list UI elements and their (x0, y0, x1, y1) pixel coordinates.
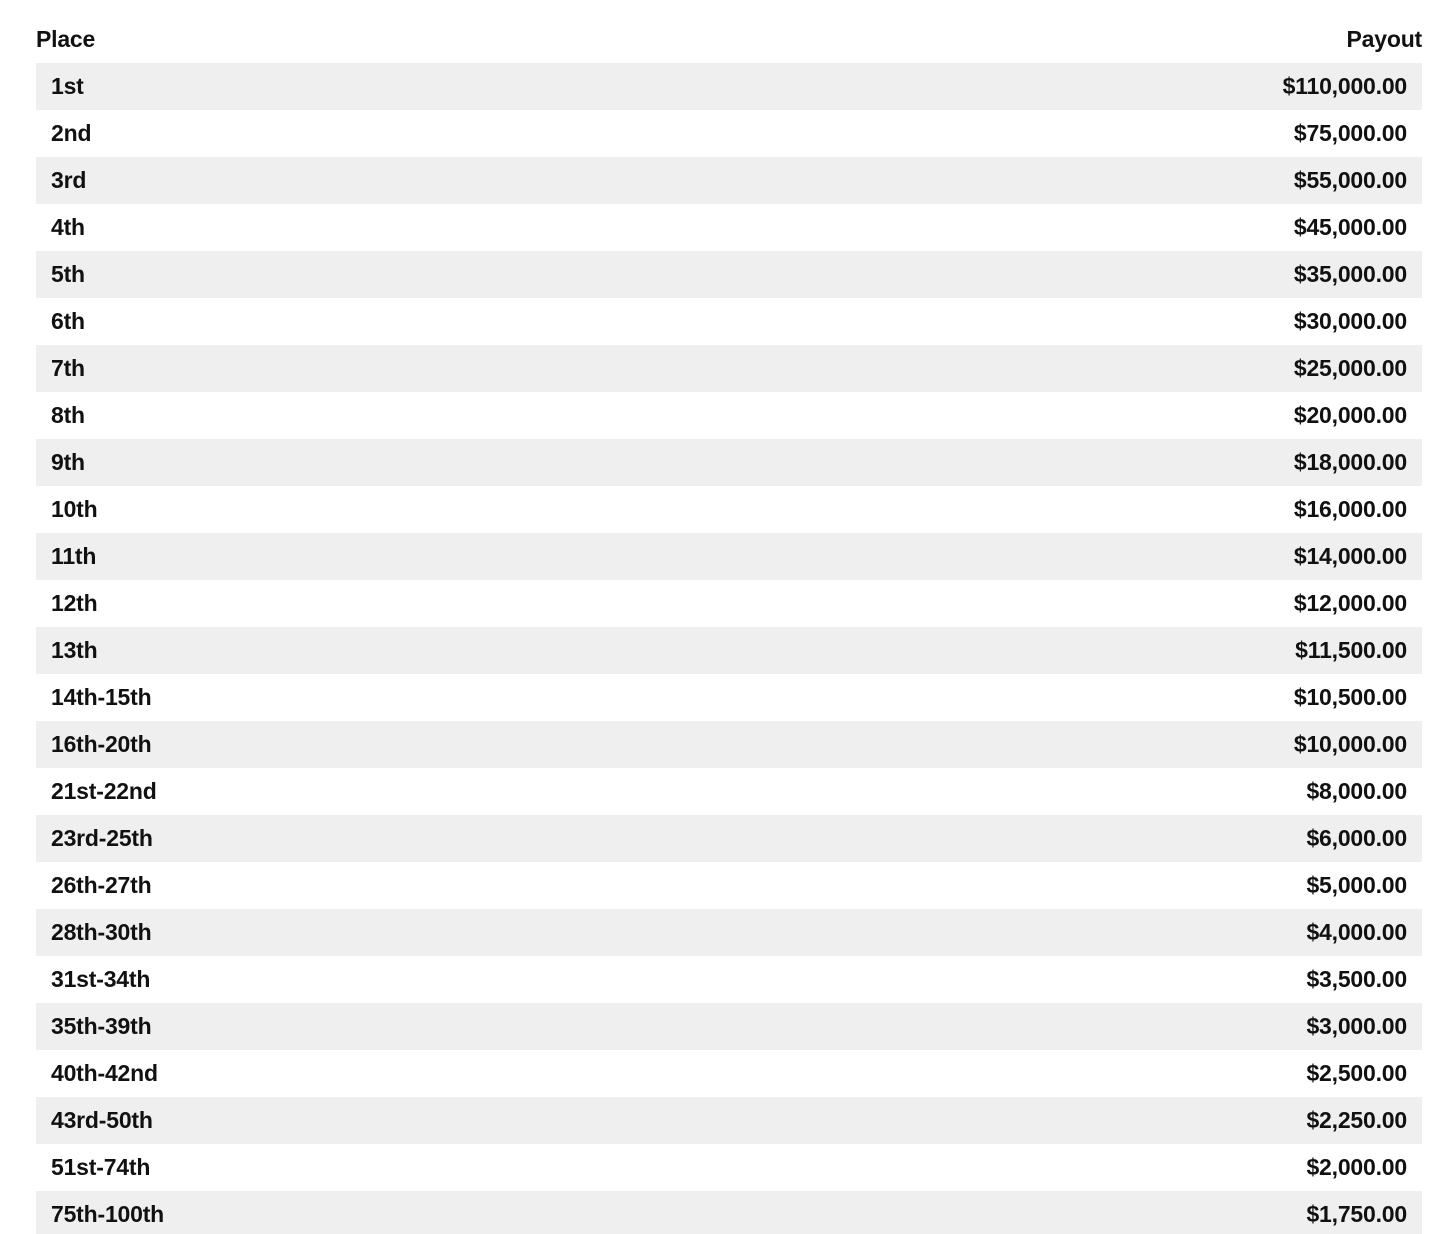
payout-cell: $55,000.00 (1293, 167, 1407, 193)
place-cell: 10th (51, 496, 98, 522)
place-cell: 28th-30th (51, 919, 152, 945)
table-row (36, 627, 1422, 674)
place-cell: 1st (51, 73, 84, 99)
place-cell: 31st-34th (51, 966, 151, 992)
payout-cell: $5,000.00 (1306, 872, 1407, 898)
payout-cell: $110,000.00 (1282, 73, 1407, 99)
place-cell: 75th-100th (51, 1201, 165, 1227)
place-cell: 21st-22nd (51, 778, 157, 804)
place-cell: 51st-74th (51, 1154, 151, 1180)
payout-cell: $8,000.00 (1306, 778, 1407, 804)
payout-cell: $10,500.00 (1293, 684, 1407, 710)
place-cell: 6th (51, 308, 85, 334)
payout-cell: $75,000.00 (1293, 120, 1407, 146)
payout-cell: $45,000.00 (1293, 214, 1407, 240)
table-row (36, 1050, 1422, 1097)
place-cell: 11th (51, 543, 97, 569)
place-cell: 14th-15th (51, 684, 152, 710)
payout-cell: $25,000.00 (1293, 355, 1407, 381)
table-body (36, 63, 1422, 1234)
table-row (36, 204, 1422, 251)
table-row (36, 1144, 1422, 1191)
table-row (36, 956, 1422, 1003)
table-row (36, 909, 1422, 956)
place-cell: 13th (51, 637, 98, 663)
place-cell: 5th (51, 261, 85, 287)
table-row (36, 439, 1422, 486)
table-row (36, 580, 1422, 627)
table-row (36, 251, 1422, 298)
table-row (36, 1003, 1422, 1050)
table-row (36, 392, 1422, 439)
payout-cell: $3,500.00 (1306, 966, 1407, 992)
payout-cell: $4,000.00 (1306, 919, 1407, 945)
table-row (36, 721, 1422, 768)
place-cell: 26th-27th (51, 872, 152, 898)
table-row (36, 110, 1422, 157)
table-row (36, 1097, 1422, 1144)
payout-cell: $14,000.00 (1293, 543, 1407, 569)
table-row (36, 862, 1422, 909)
payout-cell: $1,750.00 (1306, 1201, 1407, 1227)
header-place: Place (36, 26, 96, 52)
header-payout: Payout (1346, 26, 1422, 52)
place-cell: 43rd-50th (51, 1107, 153, 1133)
table-row (36, 298, 1422, 345)
table-row (36, 345, 1422, 392)
payout-cell: $10,000.00 (1293, 731, 1407, 757)
payout-cell: $18,000.00 (1293, 449, 1407, 475)
place-cell: 8th (51, 402, 85, 428)
table-row (36, 533, 1422, 580)
payout-cell: $12,000.00 (1293, 590, 1407, 616)
place-cell: 35th-39th (51, 1013, 152, 1039)
table-row (36, 486, 1422, 533)
place-cell: 9th (51, 449, 85, 475)
table-row (36, 768, 1422, 815)
place-cell: 4th (51, 214, 85, 240)
table-row (36, 63, 1422, 110)
place-cell: 23rd-25th (51, 825, 153, 851)
payout-cell: $30,000.00 (1293, 308, 1407, 334)
place-cell: 16th-20th (51, 731, 152, 757)
payout-cell: $11,500.00 (1295, 637, 1407, 663)
place-cell: 7th (51, 355, 85, 381)
payout-cell: $3,000.00 (1306, 1013, 1407, 1039)
table-row (36, 157, 1422, 204)
table-row (36, 1191, 1422, 1234)
payout-cell: $2,250.00 (1306, 1107, 1407, 1133)
payout-cell: $20,000.00 (1293, 402, 1407, 428)
payout-cell: $2,000.00 (1306, 1154, 1407, 1180)
payout-cell: $6,000.00 (1306, 825, 1407, 851)
payout-cell: $16,000.00 (1293, 496, 1407, 522)
table-header (36, 16, 1422, 63)
table-row (36, 815, 1422, 862)
place-cell: 12th (51, 590, 98, 616)
place-cell: 3rd (51, 167, 87, 193)
payout-table (36, 16, 1422, 1234)
place-cell: 2nd (51, 120, 92, 146)
place-cell: 40th-42nd (51, 1060, 158, 1086)
payout-cell: $35,000.00 (1293, 261, 1407, 287)
payout-cell: $2,500.00 (1306, 1060, 1407, 1086)
table-row (36, 674, 1422, 721)
